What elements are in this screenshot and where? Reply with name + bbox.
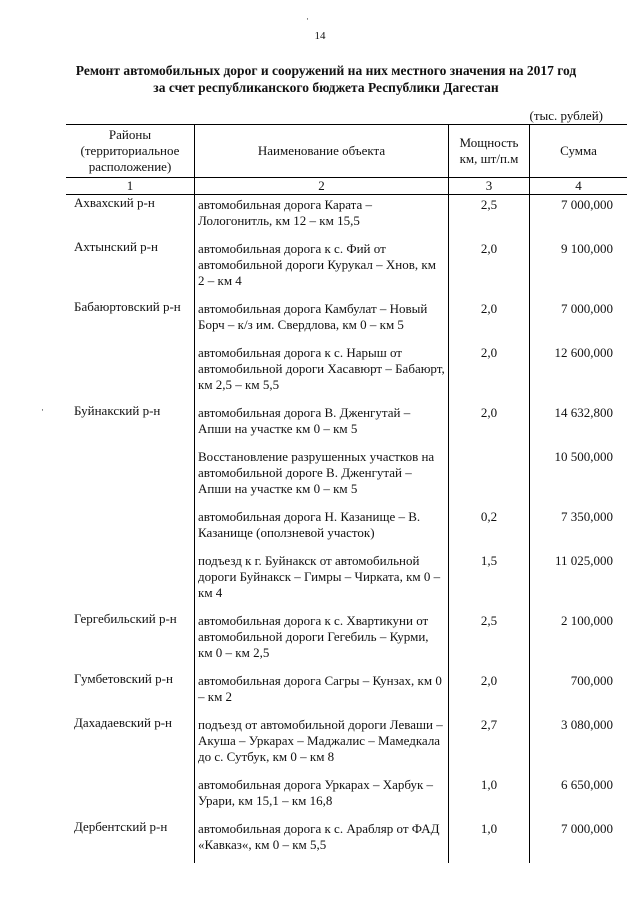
row-region <box>66 343 195 403</box>
table-row <box>66 343 627 403</box>
row-sum: 12 600,000 <box>554 345 613 360</box>
row-region: Буйнакский р-н <box>74 403 161 418</box>
row-capacity: 1,5 <box>449 551 530 611</box>
row-sum: 9 100,000 <box>561 241 613 256</box>
row-sum: 7 000,000 <box>561 197 613 212</box>
row-sum: 6 650,000 <box>561 777 613 792</box>
row-object: автомобильная дорога Н. Казанище – В. Казанище (оползневой участок) <box>195 507 449 551</box>
row-object: автомобильная дорога Сагры – Кунзах, км 0 – км 2 <box>195 671 449 715</box>
row-object: Восстановление разрушенных участков на автомобильной дороге В. Дженгутай – Апши на участке км 0 – км 5 <box>195 447 449 507</box>
header-capacity: Мощность км, шт/п.м <box>449 125 530 178</box>
margin-dot: · <box>41 405 44 415</box>
row-capacity: 2,0 <box>449 299 530 343</box>
document-title <box>40 62 612 96</box>
row-sum: 7 000,000 <box>561 301 613 316</box>
row-object: автомобильная дорога к с. Нарыш от автомобильной дороги Хасавюрт – Бабаюрт, км 2,5 – км 5,5 <box>195 343 449 403</box>
row-sum: 10 500,000 <box>554 449 613 464</box>
column-number: 1 <box>66 178 195 195</box>
row-region: Гергебильский р-н <box>74 611 177 626</box>
top-mark: · <box>306 14 309 24</box>
row-region: Ахтынский р-н <box>74 239 158 254</box>
table-row <box>66 447 627 507</box>
column-number-row <box>66 178 627 195</box>
table-row <box>66 775 627 819</box>
row-capacity: 0,2 <box>449 507 530 551</box>
row-capacity: 2,0 <box>449 343 530 403</box>
table-row <box>66 611 627 671</box>
row-capacity: 2,0 <box>449 403 530 447</box>
row-sum: 11 025,000 <box>554 553 613 568</box>
row-region <box>66 447 195 507</box>
header-row <box>66 125 627 178</box>
table-row <box>66 551 627 611</box>
column-number: 3 <box>449 178 530 195</box>
header-sum: Сумма <box>530 125 628 178</box>
table-row <box>66 819 627 863</box>
unit-label: (тыс. рублей) <box>529 108 603 123</box>
header-object: Наименование объекта <box>195 125 449 178</box>
table-row <box>66 671 627 715</box>
row-capacity: 1,0 <box>449 775 530 819</box>
row-sum: 2 100,000 <box>561 613 613 628</box>
row-region: Дербентский р-н <box>74 819 168 834</box>
row-sum: 14 632,800 <box>554 405 613 420</box>
row-region <box>66 507 195 551</box>
column-number: 4 <box>530 178 628 195</box>
row-sum: 7 350,000 <box>561 509 613 524</box>
row-capacity: 2,5 <box>449 195 530 240</box>
row-object: автомобильная дорога к с. Фий от автомобильной дороги Курукал – Хнов, км 2 – км 4 <box>195 239 449 299</box>
row-object: автомобильная дорога В. Дженгутай – Апши на участке км 0 – км 5 <box>195 403 449 447</box>
row-region <box>66 551 195 611</box>
table-row <box>66 195 627 240</box>
table-row <box>66 299 627 343</box>
row-region: Дахадаевский р-н <box>74 715 172 730</box>
row-object: подъезд к г. Буйнакск от автомобильной дороги Буйнакск – Гимры – Чирката, км 0 – км 4 <box>195 551 449 611</box>
row-sum: 3 080,000 <box>561 717 613 732</box>
column-number: 2 <box>195 178 449 195</box>
title-line-2: за счет республиканского бюджета Республики Дагестан <box>153 80 499 95</box>
table-row <box>66 239 627 299</box>
page-number: 14 <box>314 30 326 42</box>
row-region: Ахвахский р-н <box>74 195 155 210</box>
row-sum: 7 000,000 <box>561 821 613 836</box>
table-row <box>66 507 627 551</box>
row-region <box>66 775 195 819</box>
row-region: Гумбетовский р-н <box>74 671 173 686</box>
row-object: подъезд от автомобильной дороги Леваши – Акуша – Уркарах – Маджалис – Мамедкала до с. Сутбук, км 0 – км 8 <box>195 715 449 775</box>
row-object: автомобильная дорога Уркарах – Харбук – Урари, км 15,1 – км 16,8 <box>195 775 449 819</box>
row-capacity: 2,0 <box>449 671 530 715</box>
row-object: автомобильная дорога Карата – Лологонитль, км 12 – км 15,5 <box>195 195 449 240</box>
row-capacity: 1,0 <box>449 819 530 863</box>
row-capacity: 2,5 <box>449 611 530 671</box>
table-row <box>66 403 627 447</box>
row-capacity <box>449 447 530 507</box>
header-region: Районы (территориальное расположение) <box>66 125 195 178</box>
title-line-1: Ремонт автомобильных дорог и сооружений на них местного значения на 2017 год <box>75 63 577 78</box>
row-region: Бабаюртовский р-н <box>74 299 181 314</box>
row-object: автомобильная дорога к с. Хвартикуни от автомобильной дороги Гегебиль – Курми, км 0 – км 2,5 <box>195 611 449 671</box>
table-row <box>66 715 627 775</box>
row-object: автомобильная дорога к с. Арабляр от ФАД «Кавказ«, км 0 – км 5,5 <box>195 819 449 863</box>
roads-table <box>66 124 627 863</box>
row-sum: 700,000 <box>570 673 613 688</box>
row-capacity: 2,0 <box>449 239 530 299</box>
row-object: автомобильная дорога Камбулат – Новый Борч – к/з им. Свердлова, км 0 – км 5 <box>195 299 449 343</box>
row-capacity: 2,7 <box>449 715 530 775</box>
